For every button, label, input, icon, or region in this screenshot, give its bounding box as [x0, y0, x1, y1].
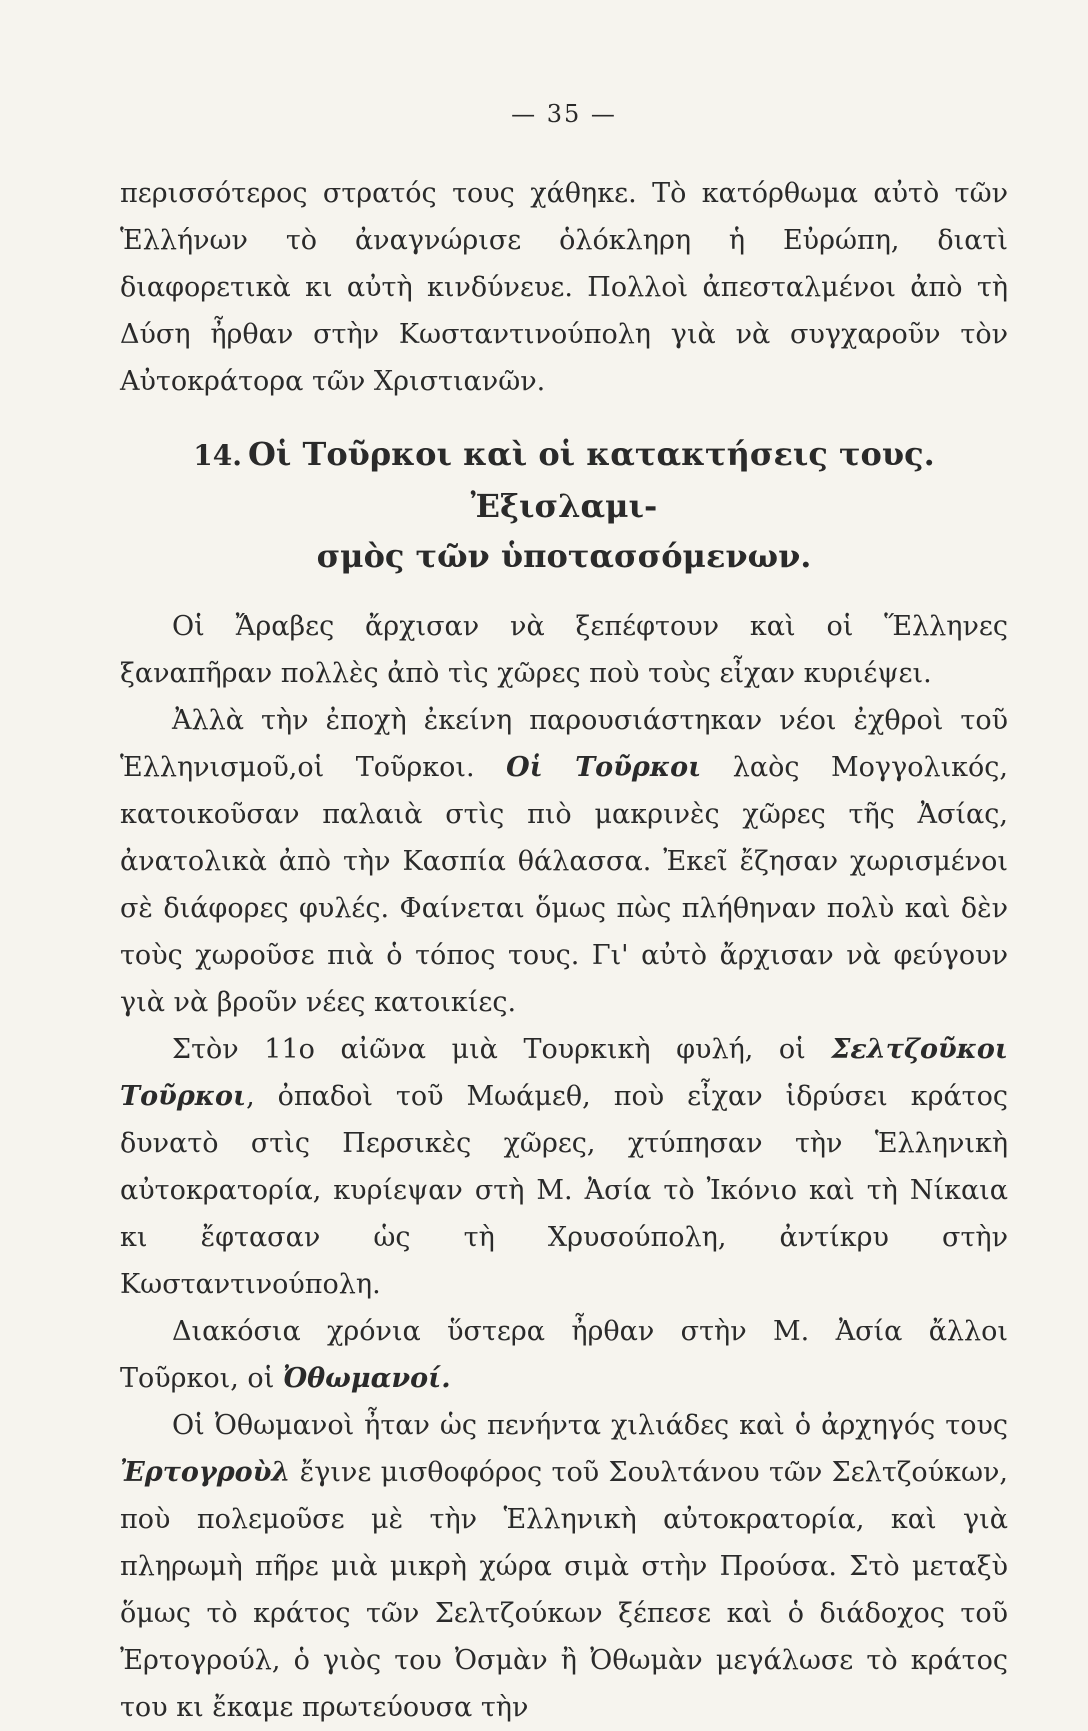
paragraph-2-text-c: λαὸς Μογγολικός, κατοικοῦσαν παλαιὰ στὶς πιὸ μακρινὲς χῶρες τῆς Ἀσίας, ἀνατολικὰ ἀπὸ τὴν Κασπία θάλασσα. Ἐκεῖ ἔζησαν χωρισμένοι σὲ διάφορες φυλές. Φαίνεται ὅμως πὼς πλήθηναν πολὺ καὶ δὲν τοὺς χωροῦσε πιὰ ὁ τόπος τους. Γι' αὐτὸ ἄρχισαν νὰ φεύγουν γιὰ νὰ βροῦν νέες κατοικίες.	[120, 752, 1008, 1018]
term-othomanoi: Ὀθωμανοί.	[282, 1363, 451, 1394]
paragraph-4	[120, 1308, 1008, 1402]
paragraph-4-text-a: Διακόσια χρόνια ὕστερα ἦρθαν στὴν Μ. Ἀσία ἄλλοι Τοῦρκοι, οἱ	[120, 1316, 1008, 1394]
paragraph-5	[120, 1402, 1008, 1731]
section-heading-line-1	[120, 429, 1008, 531]
section-heading	[120, 429, 1008, 581]
section-title-line-2: σμὸς τῶν ὑποτασσόμενων.	[316, 537, 812, 575]
paragraph-1: Οἱ Ἄραβες ἄρχισαν νὰ ξεπέφτουν καὶ οἱ Ἕλληνες ξαναπῆραν πολλὲς ἀπὸ τὶς χῶρες ποὺ τοὺς εἶχαν κυριέψει.	[120, 611, 1008, 689]
paragraph-3-text-c: , ὀπαδοὶ τοῦ Μωάμεθ, ποὺ εἶχαν ἱδρύσει κράτος δυνατὸ στὶς Περσικὲς χῶρες, χτύπησαν τὴν Ἑλληνικὴ αὐτοκρατορία, κυρίεψαν στὴ Μ. Ἀσία τὸ Ἰκόνιο καὶ τὴ Νίκαια κι ἔφτασαν ὡς τὴ Χρυσούπολη, ἀντίκρυ στὴν Κωσταντινούπολη.	[120, 1081, 1008, 1300]
term-tourkoi: Οἱ Τοῦρκοι	[506, 752, 702, 783]
term-seltzoukoi: Σελτζοῦκοι Τοῦρκοι	[120, 1034, 1008, 1112]
paragraph-5-text-a: Οἱ Ὀθωμανοὶ ἦταν ὡς πενήντα χιλιάδες καὶ ὁ ἀρχηγός τους	[172, 1410, 1008, 1441]
page-number: — 35 —	[511, 100, 617, 128]
paragraph-2-text-a: Ἀλλὰ τὴν ἐποχὴ ἐκείνη παρουσιάστηκαν νέοι ἐχθροὶ τοῦ Ἑλληνισμοῦ,οἱ Τοῦρκοι.	[120, 705, 1008, 783]
paragraph-3-text-a: Στὸν 11ο αἰῶνα μιὰ Τουρκικὴ φυλή, οἱ	[172, 1034, 832, 1065]
section-title-line-1: Οἱ Τοῦρκοι καὶ οἱ κατακτήσεις τους. Ἐξισλαμι-	[248, 435, 935, 525]
paragraph-5-text-c: ἔγινε μισθοφόρος τοῦ Σουλτάνου τῶν Σελτζούκων, ποὺ πολεμοῦσε μὲ τὴν Ἑλληνικὴ αὐτοκρατορία, καὶ γιὰ πληρωμὴ πῆρε μιὰ μικρὴ χώρα σιμὰ στὴν Προύσα. Στὸ μεταξὺ ὅμως τὸ κράτος τῶν Σελτζούκων ξέπεσε καὶ ὁ διάδοχος τοῦ Ἐρτογρούλ, ὁ γιὸς του Ὀσμὰν ἢ Ὀθωμὰν μεγάλωσε τὸ κράτος του κι ἔκαμε πρωτεύουσα τὴν	[120, 1457, 1008, 1723]
section-number: 14.	[193, 439, 242, 472]
intro-paragraph: περισσότερος στρατός τους χάθηκε. Τὸ κατόρθωμα αὐτὸ τῶν Ἑλλήνων τὸ ἀναγνώρισε ὁλόκληρη ἡ Εὐρώπη, διατὶ διαφορετικὰ κι αὐτὴ κινδύνευε. Πολλοὶ ἀπεσταλμένοι ἀπὸ τὴ Δύση ἦρθαν στὴν Κωσταντινούπολη γιὰ νὰ συγχαροῦν τὸν Αὐτοκράτορα τῶν Χριστιανῶν.	[120, 178, 1008, 397]
paragraph-2	[120, 697, 1008, 1026]
paragraph-3	[120, 1026, 1008, 1308]
term-ertogroul: Ἐρτογροὺλ	[120, 1457, 291, 1488]
